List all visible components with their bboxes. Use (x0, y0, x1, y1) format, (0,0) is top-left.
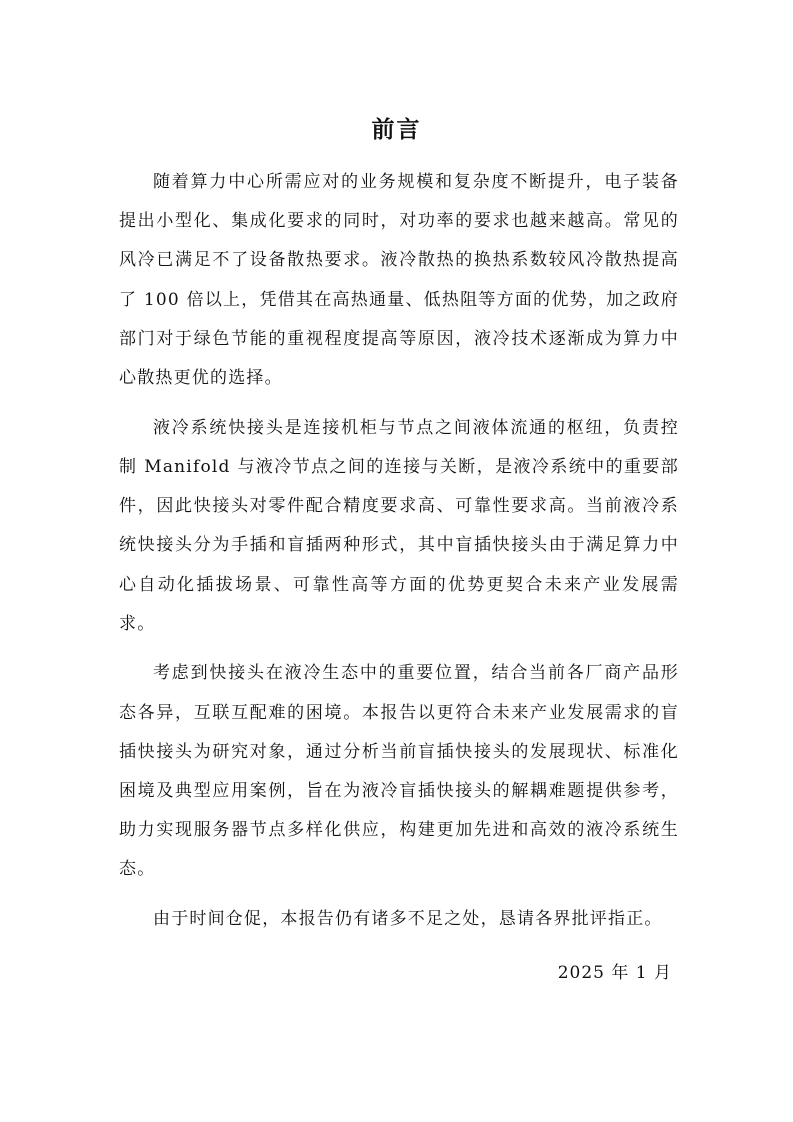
paragraph-3: 考虑到快接头在液冷生态中的重要位置，结合当前各厂商产品形态各异，互联互配难的困境。本报告以更符合未来产业发展需求的盲插快接头为研究对象，通过分析当前盲插快接头的发展现状、标准化困境及典型应用案例，旨在为液冷盲插快接头的解耦难题提供参考，助力实现服务器节点多样化供应，构建更加先进和高效的液冷系统生态。 (119, 663, 679, 880)
document-date: 2025 年 1 月 (557, 963, 672, 983)
preface-body (119, 163, 679, 950)
page-title: 前言 (371, 116, 422, 143)
paragraph-1: 随着算力中心所需应对的业务规模和复杂度不断提升，电子装备提出小型化、集成化要求的同时，对功率的要求也越来越高。常见的风冷已满足不了设备散热要求。液冷散热的换热系数较风冷散热提高了 100 倍以上，凭借其在高热通量、低热阻等方面的优势，加之政府部门对于绿色节能的重视程度提高等原因，液冷技术逐渐成为算力中心散热更优的选择。 (119, 172, 679, 389)
paragraph-2: 液冷系统快接头是连接机柜与节点之间液体流通的枢纽，负责控制 Manifold 与液冷节点之间的连接与关断，是液冷系统中的重要部件，因此快接头对零件配合精度要求高、可靠性要求高。当前液冷系统快接头分为手插和盲插两种形式，其中盲插快接头由于满足算力中心自动化插拔场景、可靠性高等方面的优势更契合未来产业发展需求。 (119, 417, 679, 634)
paragraph-4: 由于时间仓促，本报告仍有诸多不足之处，恳请各界批评指正。 (153, 909, 663, 930)
